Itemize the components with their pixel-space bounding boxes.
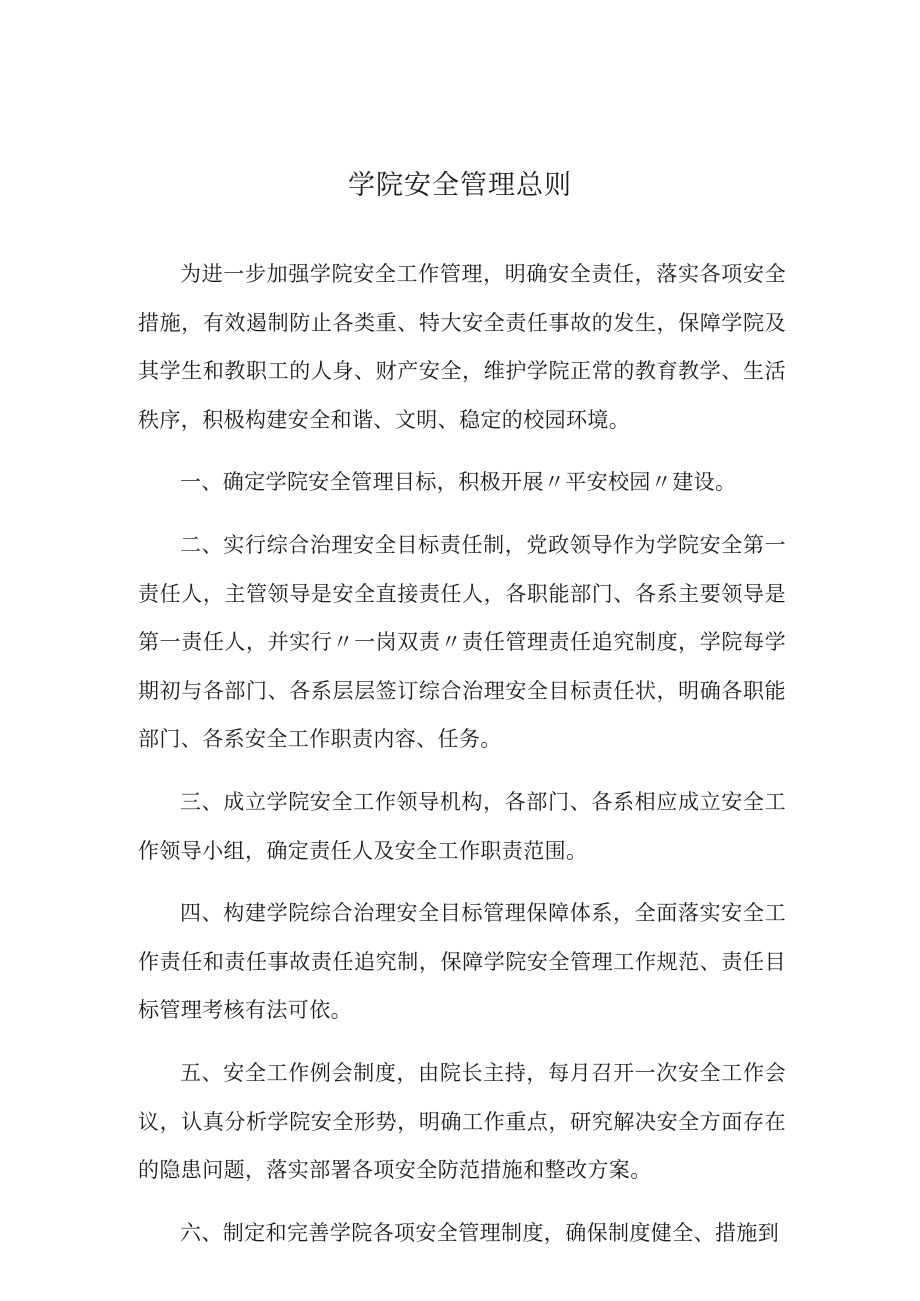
intro-paragraph: 为进一步加强学院安全工作管理，明确安全责任，落实各项安全措施，有效遏制防止各类重、特大安全责任事故的发生，保障学院及其学生和教职工的人身、财产安全，维护学院正常的教育教学、生活秩序，积极构建安全和谐、文明、稳定的校园环境。	[138, 262, 786, 432]
document-body	[138, 250, 786, 1271]
clause-6-paragraph: 六、制定和完善学院各项安全管理制度，确保制度健全、措施到	[180, 1220, 780, 1245]
clause-4-paragraph: 四、构建学院综合治理安全目标管理保障体系，全面落实安全工作责任和责任事故责任追究制，保障学院安全管理工作规范、责任目标管理考核有法可依。	[138, 901, 786, 1023]
clause-2-paragraph: 二、实行综合治理安全目标责任制，党政领导作为学院安全第一责任人，主管领导是安全直接责任人，各职能部门、各系主要领导是第一责任人，并实行〃一岗双责〃责任管理责任追究制度，学院每学期初与各部门、各系层层签订综合治理安全目标责任状，明确各职能部门、各系安全工作职责内容、任务。	[138, 532, 786, 752]
clause-3-paragraph: 三、成立学院安全工作领导机构，各部门、各系相应成立安全工作领导小组，确定责任人及安全工作职责范围。	[138, 789, 786, 863]
clause-5-paragraph: 五、安全工作例会制度，由院长主持，每月召开一次安全工作会议，认真分析学院安全形势，明确工作重点，研究解决安全方面存在的隐患问题，落实部署各项安全防范措施和整改方案。	[138, 1060, 786, 1183]
document-title: 学院安全管理总则	[348, 170, 572, 201]
clause-1-paragraph: 一、确定学院安全管理目标，积极开展〃平安校园〃建设。	[180, 470, 737, 495]
